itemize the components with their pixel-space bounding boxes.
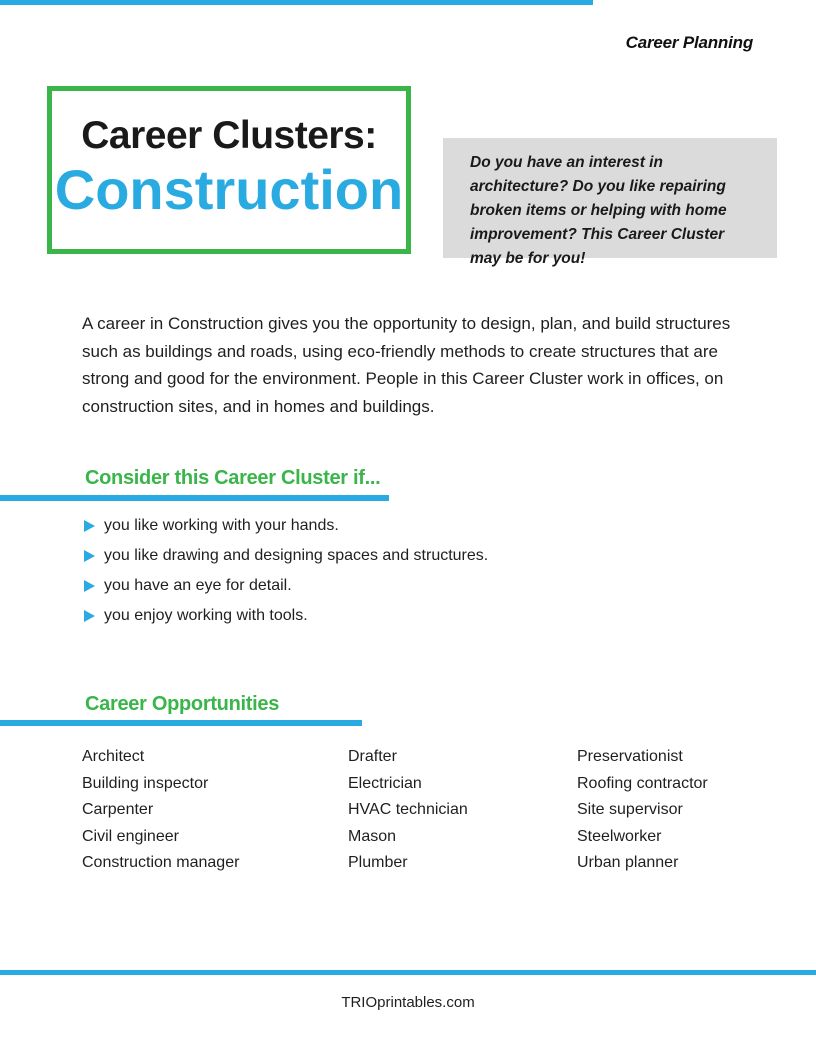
intro-text: Do you have an interest in architecture? Do you like repairing broken items or helping with home improvement? This Career Cluster may be for you! [470,154,727,267]
career-item: Civil engineer [82,827,179,845]
title-box [47,86,411,254]
list-item [84,541,684,571]
header-rule [0,0,593,5]
career-column-3 [577,744,734,877]
list-item-text: you enjoy working with tools. [104,607,308,624]
list-item-text: you have an eye for detail. [104,577,292,594]
career-item: Drafter [348,748,397,765]
bullet-triangle-icon [84,580,95,592]
career-column-2 [348,744,577,877]
header-label: Career Planning [625,33,753,52]
career-item: Urban planner [577,854,679,871]
career-item: Carpenter [82,801,154,818]
list-item [84,511,684,541]
footer-label: TRIOprintables.com [341,994,475,1011]
career-item: Site supervisor [577,801,683,818]
career-item: Roofing contractor [577,774,708,792]
bullet-triangle-icon [84,610,95,622]
list-item-text: you like drawing and designing spaces and structures. [104,547,489,564]
bullet-triangle-icon [84,550,95,562]
career-columns [82,744,734,877]
career-column-1 [82,744,348,877]
career-item: Steelworker [577,827,662,845]
title-line-career-clusters: Career Clusters: [81,113,377,157]
career-item: Preservationist [577,748,683,765]
description-paragraph: A career in Construction gives you the opportunity to design, plan, and build structures such as buildings and roads, using eco-friendly methods to create structures that are strong and good for the environment. People in this Career Cluster work in offices, on construction sites, and in homes and buildings. [82,314,731,416]
career-item: Construction manager [82,854,240,871]
intro-callout [443,138,777,267]
career-item: Building inspector [82,774,209,792]
career-item: Plumber [348,854,408,871]
bullet-triangle-icon [84,520,95,532]
career-item: HVAC technician [348,801,468,818]
footer-rule [0,970,816,975]
consider-heading-underline [0,495,389,501]
title-line-construction: Construction [54,158,404,222]
list-item [84,571,684,601]
list-item-text: you like working with your hands. [104,517,339,534]
career-item: Architect [82,748,145,765]
consider-section-heading: Consider this Career Cluster if... [85,467,381,489]
consider-bullet-list [84,511,684,631]
list-item [84,601,684,631]
opportunities-heading-underline [0,720,362,726]
opportunities-section-heading: Career Opportunities [85,693,280,715]
career-item: Electrician [348,774,422,792]
career-item: Mason [348,827,397,845]
